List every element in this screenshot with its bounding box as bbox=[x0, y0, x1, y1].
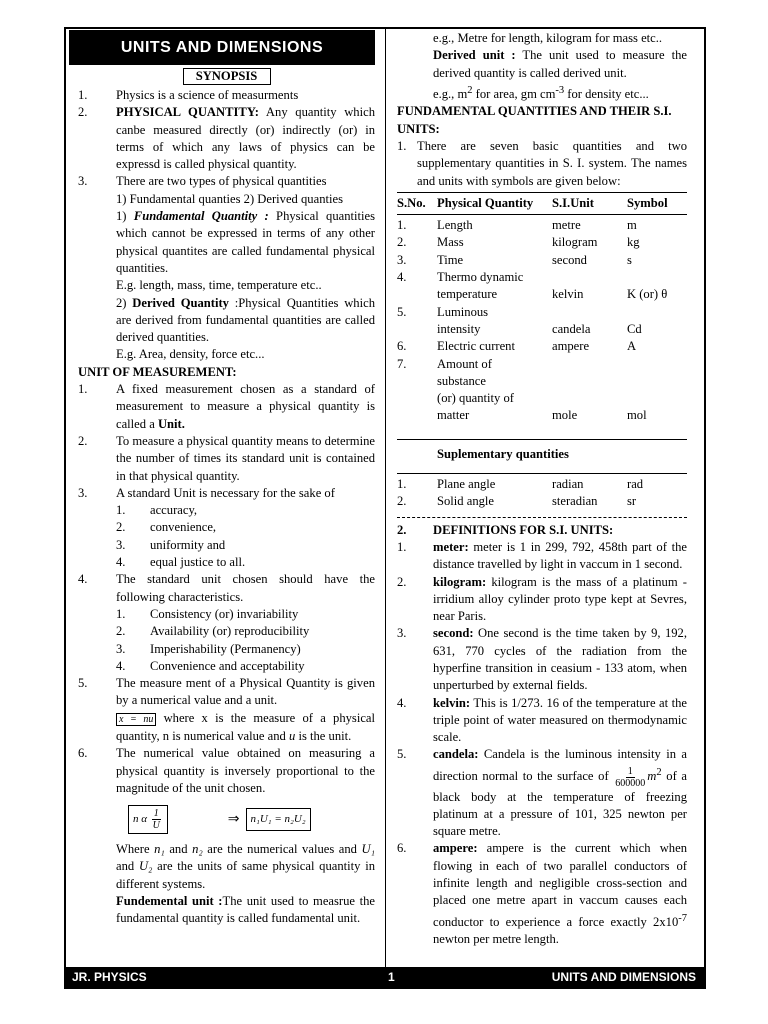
term-derived-unit: Derived unit : bbox=[433, 48, 516, 63]
table-row bbox=[397, 217, 683, 234]
cell-unit: radian bbox=[552, 477, 584, 492]
cell-quantity: Plane angle bbox=[437, 477, 496, 492]
sub-item bbox=[78, 502, 375, 519]
text-part: and bbox=[116, 859, 139, 874]
table-row bbox=[397, 286, 683, 303]
cell-quantity: matter bbox=[437, 408, 470, 423]
cell-sno: 1. bbox=[397, 218, 407, 233]
supplementary-heading: Suplementary quantities bbox=[437, 446, 569, 461]
list-item bbox=[397, 695, 687, 747]
symbol-alpha: α bbox=[141, 812, 148, 825]
cell-unit: kelvin bbox=[552, 287, 584, 302]
item-text: Physics is a science of measurments bbox=[116, 88, 299, 102]
col-header: Physical Quantity bbox=[437, 195, 534, 210]
table-rule bbox=[397, 214, 687, 215]
cell-sno bbox=[397, 390, 437, 407]
where-text bbox=[78, 841, 375, 893]
cell-unit: ampere bbox=[552, 339, 590, 354]
item-number: 2. bbox=[397, 522, 407, 537]
term-ampere: ampere: bbox=[433, 841, 478, 856]
symbol-n2: n₂ bbox=[192, 842, 203, 857]
item-number: 2. bbox=[397, 574, 407, 589]
item-number: 4. bbox=[78, 572, 88, 587]
list-item bbox=[397, 574, 687, 626]
item-number: 6. bbox=[78, 746, 88, 761]
term-kilogram: kilogram: bbox=[433, 574, 487, 589]
sub-item bbox=[78, 658, 375, 675]
example-line: e.g., Metre for length, kilogram for mass etc.. bbox=[433, 31, 663, 45]
sub-text: accuracy, bbox=[150, 503, 198, 518]
cell-quantity: intensity bbox=[437, 321, 481, 336]
text-part: are the units of same physical quantity in different systems. bbox=[116, 859, 375, 891]
text-part: where x is the measure of a physical quantity, n is numerical value and bbox=[116, 710, 375, 743]
item-number: 1. bbox=[78, 382, 88, 397]
item-text: The numerical value obtained on measuring a physical quantity is inversely proportional to the magnitude of the unit chosen. bbox=[116, 746, 375, 795]
definition-text: :Physical Quantities which are derived from fundamental quantities are called derived quantities. bbox=[116, 295, 375, 345]
cell-sno: 6. bbox=[397, 339, 407, 354]
list-item bbox=[397, 840, 687, 948]
sub-number: 2. bbox=[116, 624, 126, 639]
definition-text: newton per metre length. bbox=[433, 932, 559, 947]
equation-x-nu: x = nu bbox=[116, 713, 156, 726]
definition-text: This is 1/273. 16 of the temperature at the triple point of water measured on thermodynamic scale. bbox=[433, 695, 687, 745]
cell-quantity: Time bbox=[437, 252, 464, 267]
sub-number: 3. bbox=[116, 641, 126, 656]
derived-unit-def bbox=[397, 47, 687, 82]
sub-number: 1. bbox=[116, 503, 126, 518]
table-rule bbox=[397, 439, 687, 440]
fundamental-unit-def bbox=[78, 893, 375, 928]
footer-subject: JR. PHYSICS bbox=[72, 970, 147, 984]
cell-quantity: (or) quantity of bbox=[437, 391, 514, 406]
item-text bbox=[116, 104, 375, 173]
item-number: 2. bbox=[78, 105, 88, 120]
table-row bbox=[397, 269, 683, 286]
denominator: 600000 bbox=[615, 777, 646, 789]
symbol-u1: U₁ bbox=[361, 842, 375, 857]
term-physical-quantity: PHYSICAL QUANTITY: bbox=[116, 105, 259, 120]
cell-quantity: Amount of bbox=[437, 356, 492, 371]
item-text bbox=[433, 695, 687, 747]
table-row bbox=[397, 476, 683, 493]
cell-quantity: Solid angle bbox=[437, 494, 495, 509]
symbol-m: m bbox=[647, 768, 657, 783]
item-number: 3. bbox=[78, 485, 88, 500]
section-heading: FUNDAMENTAL QUANTITIES AND THEIR S.I. UNITS: bbox=[397, 104, 672, 136]
cell-symbol bbox=[627, 304, 683, 321]
fraction bbox=[615, 766, 645, 789]
table-row bbox=[397, 407, 683, 424]
cell-unit: candela bbox=[552, 321, 591, 336]
definition-text: Any quantity which canbe measured directly (or) indirectly (or) in terms of which any laws of physics can be expressd is called physical quantity. bbox=[116, 105, 375, 172]
sub-text: convenience, bbox=[150, 520, 217, 535]
section-heading bbox=[397, 522, 687, 539]
item-number: 6. bbox=[397, 841, 407, 856]
cell-sno: 2. bbox=[397, 235, 407, 250]
cell-sno bbox=[397, 321, 437, 338]
list-item bbox=[397, 539, 687, 574]
definition-text: Physical quantities which cannot be expressed in terms of any other physical quantites are called fundamental physical quantities. bbox=[116, 209, 375, 275]
cell-unit bbox=[552, 390, 627, 407]
example-line: E.g. length, mass, time, temperature etc.. bbox=[116, 278, 322, 293]
heading-text: DEFINITIONS FOR S.I. UNITS: bbox=[433, 522, 614, 537]
sub-item bbox=[78, 606, 375, 623]
table-rule bbox=[397, 192, 687, 193]
list-item bbox=[397, 625, 687, 694]
item-text bbox=[433, 625, 687, 694]
implies-arrow: ⇒ bbox=[227, 811, 240, 827]
sub-number: 2. bbox=[116, 520, 126, 535]
si-units-table-body bbox=[397, 217, 683, 425]
list-item bbox=[78, 571, 375, 606]
item-number: 5. bbox=[397, 747, 407, 762]
list-item bbox=[397, 138, 687, 190]
section-heading: UNIT OF MEASUREMENT: bbox=[78, 364, 237, 379]
col-header: S.No. bbox=[397, 195, 426, 210]
cell-sno: 1. bbox=[397, 477, 407, 492]
sub-text: uniformity and bbox=[150, 537, 226, 552]
cell-unit bbox=[552, 269, 627, 286]
sub-text: equal justice to all. bbox=[150, 555, 246, 570]
list-item bbox=[78, 745, 375, 797]
synopsis-heading: SYNOPSIS bbox=[183, 68, 271, 85]
col-header: Symbol bbox=[627, 195, 668, 210]
cell-unit bbox=[552, 356, 627, 373]
definition-text: kilogram is the mass of a platinum - irridium alloy cylinder proto type kept at Sevres, near Paris. bbox=[433, 574, 687, 624]
cell-symbol bbox=[627, 373, 683, 390]
item-text: To measure a physical quantity means to determine the number of times its standard unit is contained in that physical quantity. bbox=[116, 433, 375, 483]
column-divider bbox=[385, 29, 386, 967]
table-row bbox=[397, 373, 683, 390]
sub-text: Convenience and acceptability bbox=[150, 658, 305, 673]
definition-text: ampere is the current which when flowing in each of two parallel conductors of infinite length and negligible cross-section and placed one metre apart in vaccum causes each conductor to experience a force exactly 2x10 bbox=[433, 841, 687, 929]
sub-item bbox=[78, 537, 375, 554]
cell-quantity: Mass bbox=[437, 235, 464, 250]
sub-text: Availability (or) reproducibility bbox=[150, 624, 310, 639]
table-row bbox=[397, 304, 683, 321]
cell-unit: metre bbox=[552, 218, 581, 233]
sub-number: 4. bbox=[116, 658, 126, 673]
symbol-u2: U₂ bbox=[138, 859, 153, 874]
cell-quantity: Luminous bbox=[437, 304, 489, 319]
cell-quantity: substance bbox=[437, 373, 486, 388]
col-header: S.I.Unit bbox=[552, 195, 594, 210]
text-part: Where bbox=[116, 842, 155, 857]
term-fundamental-unit: Fundemental unit : bbox=[116, 894, 223, 909]
types-line: 1) Fundamental quanties 2) Derived quanties bbox=[116, 191, 343, 206]
superscript: -7 bbox=[678, 912, 687, 924]
cell-quantity: Thermo dynamic bbox=[437, 270, 524, 285]
cell-symbol: Cd bbox=[627, 321, 642, 336]
formula-relation: n₁U₁ = n₂U₂ bbox=[246, 808, 311, 831]
proportionality-formula bbox=[78, 801, 375, 837]
footer-chapter: UNITS AND DIMENSIONS bbox=[551, 970, 696, 984]
symbol-u: u bbox=[289, 728, 296, 743]
superscript: -3 bbox=[555, 84, 565, 96]
fundamental-quantity-def bbox=[78, 208, 375, 277]
definition-text: Candela is the luminous intensity in a direction normal to the surface of bbox=[433, 747, 687, 783]
table-row bbox=[397, 321, 683, 338]
table-row bbox=[397, 234, 683, 251]
sub-text: Imperishability (Permanency) bbox=[150, 641, 301, 656]
page-footer bbox=[66, 967, 704, 987]
item-text bbox=[433, 539, 687, 574]
derived-quantity-def bbox=[78, 295, 375, 347]
cell-symbol: K (or) θ bbox=[627, 287, 668, 302]
item-number: 3. bbox=[78, 174, 88, 189]
text-part: are the numerical values and bbox=[202, 842, 362, 857]
item-number: 1. bbox=[78, 88, 88, 102]
page-number: 1 bbox=[388, 970, 395, 984]
left-column bbox=[78, 30, 375, 928]
definition-text: of a black body at the temperature of freezing platinum at a pressure of 101, 325 newton per square metre. bbox=[433, 768, 687, 839]
text-part: The measure ment of a Physical Quantity is given by a numerical value and a unit. bbox=[116, 676, 375, 708]
list-item bbox=[78, 381, 375, 433]
right-column bbox=[397, 30, 687, 948]
sub-item bbox=[78, 519, 375, 536]
cell-symbol bbox=[627, 356, 683, 373]
table-row bbox=[397, 493, 683, 510]
cell-sno: 2. bbox=[397, 494, 407, 509]
numerator: 1 bbox=[153, 807, 159, 819]
list-item bbox=[78, 104, 375, 173]
cell-symbol bbox=[627, 269, 683, 286]
item-text: A standard Unit is necessary for the sake of bbox=[116, 485, 335, 500]
text-part: A fixed measurement chosen as a standard of measurement to measure a physical quantity is called a bbox=[116, 382, 375, 431]
cell-symbol: m bbox=[627, 218, 637, 233]
supplementary-table bbox=[397, 476, 683, 511]
sub-number: 4. bbox=[116, 555, 126, 570]
term-candela: candela: bbox=[433, 747, 479, 762]
cell-symbol: kg bbox=[627, 235, 640, 250]
cell-sno: 4. bbox=[397, 270, 407, 285]
definition-text: The unit used to measrue the fundamental quantity is called fundamental unit. bbox=[116, 894, 376, 926]
sub-number: 3. bbox=[116, 537, 126, 552]
item-number: 4. bbox=[397, 695, 407, 710]
list-item bbox=[78, 485, 375, 502]
list-item bbox=[78, 675, 375, 745]
item-number: 1. bbox=[397, 539, 407, 554]
text-part: and bbox=[164, 842, 193, 857]
table-rule bbox=[397, 473, 687, 474]
item-number: 3. bbox=[397, 626, 407, 641]
sub-number: 2) bbox=[116, 295, 133, 310]
term-unit: Unit. bbox=[157, 416, 185, 431]
sub-number: 1) bbox=[116, 209, 134, 224]
cell-symbol: rad bbox=[627, 477, 644, 492]
cell-symbol bbox=[627, 390, 683, 407]
superscript: 2 bbox=[467, 84, 473, 96]
item-number: 2. bbox=[78, 433, 88, 448]
cell-unit: steradian bbox=[552, 494, 598, 509]
cell-quantity: Electric current bbox=[437, 339, 515, 354]
example-line: E.g. Area, density, force etc... bbox=[116, 347, 265, 362]
definition-text: The unit used to measure the derived quantity is called derived unit. bbox=[433, 48, 687, 80]
list-item bbox=[78, 433, 375, 485]
text-part: e.g., m bbox=[433, 87, 468, 102]
symbol-n1: n₁ bbox=[154, 842, 165, 857]
item-text bbox=[433, 574, 687, 626]
definition-text: One second is the time taken by 9, 192, 631, 770 cycles of the radiation from the hyperfine transition in ceasium - 133 atom, when unperturbed by external fields. bbox=[433, 626, 687, 693]
term-kelvin: kelvin: bbox=[433, 695, 471, 710]
cell-unit bbox=[552, 373, 627, 390]
sub-item bbox=[78, 641, 375, 658]
item-text bbox=[433, 840, 687, 948]
cell-sno: 7. bbox=[397, 356, 407, 371]
symbol-n: n bbox=[133, 812, 139, 825]
text-part: for density etc... bbox=[564, 87, 649, 102]
item-text bbox=[433, 746, 687, 840]
formula-proportional bbox=[128, 805, 168, 834]
item-text: The standard unit chosen should have the following characteristics. bbox=[116, 572, 375, 604]
fraction bbox=[152, 808, 161, 831]
item-text bbox=[116, 675, 375, 745]
sub-number: 1. bbox=[116, 606, 126, 621]
item-text: There are seven basic quantities and two supplementary quantities in S. I. system. The names and units with symbols are given below: bbox=[417, 138, 687, 188]
sub-item bbox=[78, 623, 375, 640]
table-header-row bbox=[397, 195, 683, 212]
cell-quantity: Length bbox=[437, 218, 473, 233]
term-fundamental-quantity: Fundamental Quantity : bbox=[133, 209, 269, 224]
text-part: is the unit. bbox=[295, 728, 352, 743]
denominator: U bbox=[152, 819, 160, 831]
item-text bbox=[116, 381, 375, 433]
item-text: There are two types of physical quantities bbox=[116, 174, 327, 189]
item-number: 1. bbox=[397, 138, 407, 153]
cell-unit bbox=[552, 304, 627, 321]
table-row bbox=[397, 356, 683, 373]
list-item bbox=[397, 746, 687, 840]
cell-symbol: A bbox=[627, 339, 637, 354]
table-row bbox=[397, 252, 683, 269]
item-number: 5. bbox=[78, 676, 88, 691]
superscript: 2 bbox=[656, 766, 662, 778]
list-item bbox=[78, 173, 375, 190]
cell-quantity: temperature bbox=[437, 287, 498, 302]
cell-sno: 3. bbox=[397, 252, 407, 267]
table-row bbox=[397, 338, 683, 355]
sub-item bbox=[78, 554, 375, 571]
term-meter: meter: bbox=[433, 539, 469, 554]
si-units-table bbox=[397, 195, 683, 212]
cell-symbol: s bbox=[627, 252, 632, 267]
list-item bbox=[78, 87, 375, 104]
term-derived-quantity: Derived Quantity bbox=[132, 295, 229, 310]
text-part: for area, gm cm bbox=[472, 87, 556, 102]
term-second: second: bbox=[433, 626, 474, 641]
sub-text: Consistency (or) invariability bbox=[150, 606, 299, 621]
cell-unit: mole bbox=[552, 408, 578, 423]
dashed-rule bbox=[397, 517, 687, 518]
page-title: UNITS AND DIMENSIONS bbox=[69, 30, 375, 65]
cell-sno: 5. bbox=[397, 304, 407, 319]
cell-sno bbox=[397, 286, 437, 303]
numerator: 1 bbox=[627, 765, 633, 777]
cell-sno bbox=[397, 373, 437, 390]
table-row bbox=[397, 390, 683, 407]
cell-unit: second bbox=[552, 252, 587, 267]
cell-symbol: mol bbox=[627, 408, 647, 423]
cell-sno bbox=[397, 407, 437, 424]
definition-text: meter is 1 in 299, 792, 458th part of the distance travelled by light in vaccum in 1 second. bbox=[433, 539, 687, 572]
cell-unit: kilogram bbox=[552, 235, 598, 250]
cell-symbol: sr bbox=[627, 494, 637, 509]
example-line bbox=[397, 82, 687, 103]
